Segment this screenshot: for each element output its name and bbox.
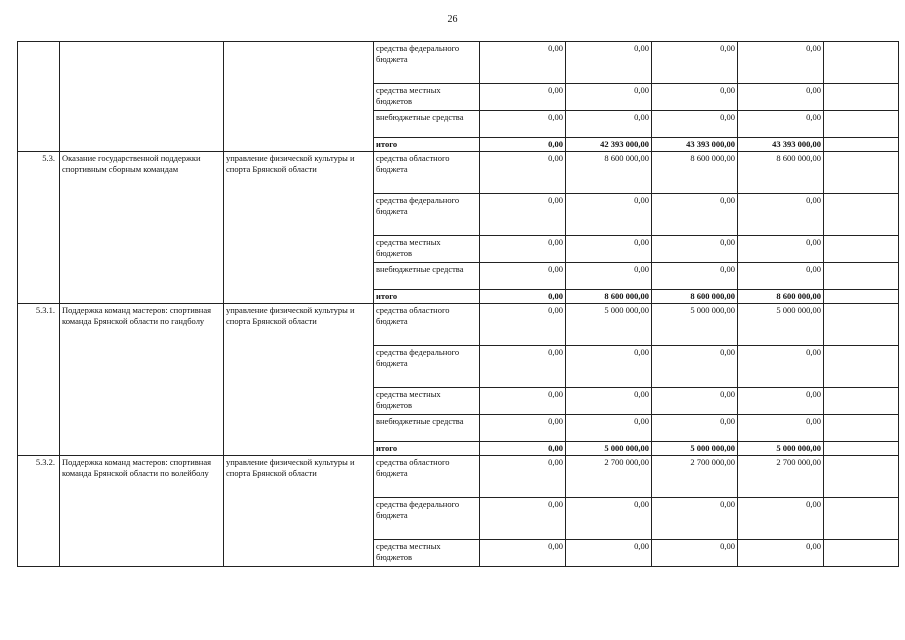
executor-cell: управление физической культуры и спорта Брянской области [224, 456, 374, 567]
funding-source-cell: средства местных бюджетов [374, 388, 480, 415]
amount-cell: 2 700 000,00 [652, 456, 738, 498]
amount-cell: 0,00 [738, 236, 824, 263]
amount-cell: 0,00 [480, 346, 566, 388]
amount-cell: 0,00 [652, 42, 738, 84]
amount-cell: 0,00 [566, 388, 652, 415]
amount-cell: 5 000 000,00 [652, 304, 738, 346]
amount-cell: 0,00 [738, 194, 824, 236]
funding-source-cell: внебюджетные средства [374, 263, 480, 290]
empty-cell [824, 236, 899, 263]
funding-source-cell: итого [374, 442, 480, 456]
amount-cell: 0,00 [738, 84, 824, 111]
amount-cell: 0,00 [566, 415, 652, 442]
funding-source-cell: средства областного бюджета [374, 304, 480, 346]
empty-cell [824, 194, 899, 236]
amount-cell: 0,00 [480, 42, 566, 84]
amount-cell: 8 600 000,00 [566, 152, 652, 194]
amount-cell: 0,00 [566, 498, 652, 540]
funding-source-cell: средства областного бюджета [374, 152, 480, 194]
amount-cell: 0,00 [480, 111, 566, 138]
funding-source-cell: внебюджетные средства [374, 111, 480, 138]
funding-source-cell: средства местных бюджетов [374, 84, 480, 111]
amount-cell: 8 600 000,00 [566, 290, 652, 304]
amount-cell: 0,00 [480, 263, 566, 290]
empty-cell [824, 111, 899, 138]
amount-cell: 0,00 [652, 84, 738, 111]
amount-cell: 0,00 [566, 540, 652, 567]
empty-cell [824, 456, 899, 498]
amount-cell: 0,00 [480, 442, 566, 456]
empty-cell [824, 290, 899, 304]
amount-cell: 43 393 000,00 [652, 138, 738, 152]
empty-cell [824, 263, 899, 290]
amount-cell: 0,00 [738, 346, 824, 388]
budget-table-body [18, 42, 899, 567]
amount-cell: 2 700 000,00 [566, 456, 652, 498]
funding-source-cell: средства областного бюджета [374, 456, 480, 498]
amount-cell: 0,00 [738, 42, 824, 84]
row-number-cell: 5.3. [18, 152, 60, 304]
funding-source-cell: средства федерального бюджета [374, 346, 480, 388]
table-row [18, 42, 899, 84]
amount-cell: 0,00 [738, 111, 824, 138]
amount-cell: 8 600 000,00 [738, 290, 824, 304]
measure-name-cell: Оказание государственной поддержки спортивным сборным командам [60, 152, 224, 304]
amount-cell: 0,00 [480, 540, 566, 567]
amount-cell: 0,00 [566, 263, 652, 290]
amount-cell: 0,00 [566, 111, 652, 138]
amount-cell: 0,00 [652, 263, 738, 290]
table-row [18, 456, 899, 498]
executor-cell [224, 42, 374, 152]
amount-cell: 2 700 000,00 [738, 456, 824, 498]
amount-cell: 0,00 [566, 236, 652, 263]
amount-cell: 0,00 [738, 498, 824, 540]
amount-cell: 0,00 [566, 42, 652, 84]
budget-table [17, 41, 899, 567]
amount-cell: 5 000 000,00 [652, 442, 738, 456]
funding-source-cell: средства федерального бюджета [374, 194, 480, 236]
empty-cell [824, 415, 899, 442]
amount-cell: 5 000 000,00 [738, 304, 824, 346]
amount-cell: 0,00 [738, 540, 824, 567]
measure-name-cell: Поддержка команд мастеров: спортивная команда Брянской области по волейболу [60, 456, 224, 567]
empty-cell [824, 152, 899, 194]
executor-cell: управление физической культуры и спорта Брянской области [224, 304, 374, 456]
amount-cell: 0,00 [480, 84, 566, 111]
amount-cell: 0,00 [652, 111, 738, 138]
amount-cell: 0,00 [738, 388, 824, 415]
empty-cell [824, 388, 899, 415]
amount-cell: 8 600 000,00 [652, 152, 738, 194]
amount-cell: 0,00 [480, 138, 566, 152]
amount-cell: 0,00 [566, 84, 652, 111]
empty-cell [824, 498, 899, 540]
amount-cell: 43 393 000,00 [738, 138, 824, 152]
funding-source-cell: внебюджетные средства [374, 415, 480, 442]
empty-cell [824, 346, 899, 388]
empty-cell [824, 42, 899, 84]
amount-cell: 0,00 [652, 540, 738, 567]
row-number-cell: 5.3.1. [18, 304, 60, 456]
row-number-cell: 5.3.2. [18, 456, 60, 567]
empty-cell [824, 84, 899, 111]
amount-cell: 0,00 [566, 194, 652, 236]
amount-cell: 0,00 [652, 498, 738, 540]
amount-cell: 0,00 [652, 194, 738, 236]
table-row [18, 152, 899, 194]
executor-cell: управление физической культуры и спорта Брянской области [224, 152, 374, 304]
funding-source-cell: средства федерального бюджета [374, 498, 480, 540]
empty-cell [824, 304, 899, 346]
table-row [18, 304, 899, 346]
page-number: 26 [447, 14, 458, 25]
measure-name-cell [60, 42, 224, 152]
amount-cell: 0,00 [480, 194, 566, 236]
empty-cell [824, 442, 899, 456]
amount-cell: 0,00 [652, 346, 738, 388]
amount-cell: 0,00 [480, 304, 566, 346]
row-number-cell [18, 42, 60, 152]
amount-cell: 42 393 000,00 [566, 138, 652, 152]
amount-cell: 8 600 000,00 [652, 290, 738, 304]
amount-cell: 8 600 000,00 [738, 152, 824, 194]
amount-cell: 0,00 [566, 346, 652, 388]
amount-cell: 0,00 [652, 236, 738, 263]
amount-cell: 0,00 [480, 498, 566, 540]
amount-cell: 5 000 000,00 [738, 442, 824, 456]
funding-source-cell: итого [374, 138, 480, 152]
amount-cell: 0,00 [738, 263, 824, 290]
funding-source-cell: итого [374, 290, 480, 304]
empty-cell [824, 138, 899, 152]
amount-cell: 0,00 [480, 388, 566, 415]
amount-cell: 0,00 [480, 152, 566, 194]
amount-cell: 5 000 000,00 [566, 442, 652, 456]
funding-source-cell: средства местных бюджетов [374, 236, 480, 263]
amount-cell: 0,00 [738, 415, 824, 442]
amount-cell: 0,00 [652, 415, 738, 442]
amount-cell: 0,00 [480, 415, 566, 442]
measure-name-cell: Поддержка команд мастеров: спортивная команда Брянской области по гандболу [60, 304, 224, 456]
empty-cell [824, 540, 899, 567]
funding-source-cell: средства федерального бюджета [374, 42, 480, 84]
amount-cell: 0,00 [480, 236, 566, 263]
amount-cell: 0,00 [652, 388, 738, 415]
funding-source-cell: средства местных бюджетов [374, 540, 480, 567]
amount-cell: 5 000 000,00 [566, 304, 652, 346]
amount-cell: 0,00 [480, 456, 566, 498]
amount-cell: 0,00 [480, 290, 566, 304]
